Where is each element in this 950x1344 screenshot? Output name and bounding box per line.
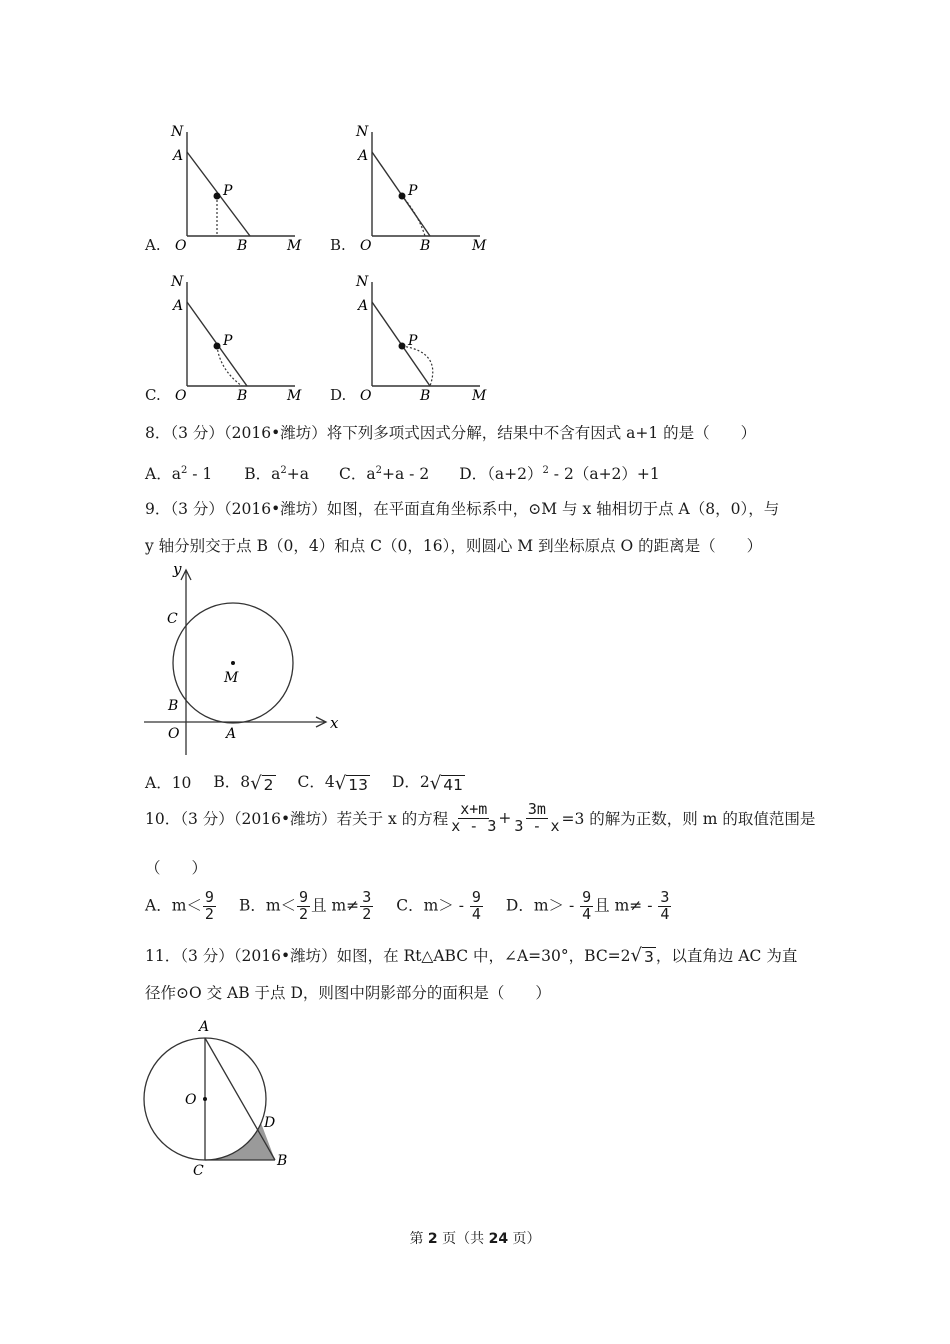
svg-text:D: D (264, 1115, 276, 1131)
svg-text:B: B (168, 698, 179, 714)
svg-text:A: A (358, 298, 369, 314)
option-label: B. (330, 236, 346, 254)
q9-stem-line-1: 9．（3 分）（2016•潍坊）如图，在平面直角坐标系中，⊙M 与 x 轴相切于点 A（8，0），与 (145, 500, 780, 518)
q11-stem-line-1: 11．（3 分）（2016•潍坊）如图，在 Rt△ABC 中，∠A=30°，BC=2 √ 3 ，以直角边 AC 为直 (145, 944, 798, 966)
fraction: $\frac{x+m}{x - 3}$ (451, 800, 497, 835)
q10-option-a[interactable]: A．m＜ $\frac{9}{2}$ (145, 888, 214, 923)
q8-option-b[interactable]: B．$a^2+a$ (244, 464, 310, 483)
svg-text:P: P (408, 183, 418, 199)
fraction: $\frac{3m}{3 - x}$ (514, 800, 560, 835)
svg-text:N: N (171, 124, 184, 140)
svg-text:N: N (356, 124, 369, 140)
total-pages: 24 (488, 1231, 509, 1247)
q7-figure-d (350, 268, 500, 404)
option-label: D. (330, 386, 347, 404)
svg-text:N: N (356, 274, 369, 290)
q9-stem-line-2: y 轴分别交于点 B（0，4）和点 C（0，16），则圆心 M 到坐标原点 O 的距离是（ ） (145, 537, 763, 555)
svg-text:O: O (168, 726, 180, 742)
svg-text:M: M (287, 238, 302, 254)
svg-text:O: O (360, 238, 372, 254)
q7-figure-b (350, 118, 500, 254)
svg-text:P: P (408, 333, 418, 349)
svg-text:A: A (358, 148, 369, 164)
option-label: A. (145, 236, 161, 254)
svg-text:M: M (472, 238, 487, 254)
q8-option-c[interactable]: C．$a^2+a - 2$ (339, 464, 430, 483)
q11-stem-line-2: 径作⊙O 交 AB 于点 D，则图中阴影部分的面积是（ ） (145, 984, 551, 1002)
svg-text:O: O (360, 388, 372, 404)
q10-option-c[interactable]: C．m＞ - $\frac{9}{4}$ (396, 888, 481, 923)
q10-stem: 10．（3 分）（2016•潍坊）若关于 x 的方程 $\frac{x+m}{x - 3}$ + $\frac{3m}{3 - x}$ =3 的解为正数，则 m 的取值范围是 (145, 800, 816, 835)
svg-text:C: C (193, 1163, 204, 1179)
svg-text:N: N (171, 274, 184, 290)
svg-text:C: C (167, 611, 178, 627)
svg-text:A: A (199, 1019, 210, 1035)
svg-text:x: x (330, 714, 339, 732)
svg-text:M: M (287, 388, 302, 404)
svg-text:A: A (173, 148, 184, 164)
svg-text:B: B (420, 388, 431, 404)
page-number: 2 (427, 1231, 438, 1247)
option-label: C. (145, 386, 161, 404)
q9-figure (140, 560, 350, 760)
svg-text:B: B (237, 238, 248, 254)
svg-text:M: M (472, 388, 487, 404)
q7-figure-a (165, 118, 315, 254)
q9-options (145, 770, 487, 794)
q9-option-b[interactable]: B．8 √ 2 (213, 772, 274, 794)
page-footer: 第 2 页（共 24 页） (409, 1231, 541, 1247)
q9-option-a[interactable]: A．10 (145, 773, 192, 792)
svg-text:O: O (175, 388, 187, 404)
q9-option-c[interactable]: C．4 √ 13 (297, 772, 368, 794)
svg-text:M: M (224, 670, 239, 686)
q10-options (145, 890, 694, 923)
svg-text:B: B (237, 388, 248, 404)
q11-figure (135, 1015, 305, 1185)
svg-text:O: O (185, 1092, 197, 1108)
q10-option-d[interactable]: D．m＞ - $\frac{9}{4}$ 且 m≠ - $\frac{3}{4}$ (505, 888, 670, 923)
q7-figure-c (165, 268, 315, 404)
q8-option-d[interactable]: D．$(a+2)^2 - 2(a+2)+1$ (459, 464, 660, 483)
q9-option-d[interactable]: D．2 √ 41 (392, 772, 464, 794)
q10-answer-paren: （ ） (145, 859, 208, 877)
q8-stem: 8．（3 分）（2016•潍坊）将下列多项式因式分解，结果中不含有因式 a+1 的是（ ） (145, 424, 757, 442)
svg-text:B: B (277, 1153, 288, 1169)
svg-text:P: P (223, 183, 233, 199)
q8-option-a[interactable]: A．$a^2 - 1$ (145, 464, 213, 483)
svg-text:y: y (173, 560, 182, 578)
svg-text:P: P (223, 333, 233, 349)
svg-text:B: B (420, 238, 431, 254)
q8-options (145, 462, 682, 484)
svg-text:O: O (175, 238, 187, 254)
q10-option-b[interactable]: B．m＜ $\frac{9}{2}$ 且 m≠ $\frac{3}{2}$ (238, 888, 372, 923)
svg-text:A: A (173, 298, 184, 314)
svg-text:A: A (226, 726, 237, 742)
